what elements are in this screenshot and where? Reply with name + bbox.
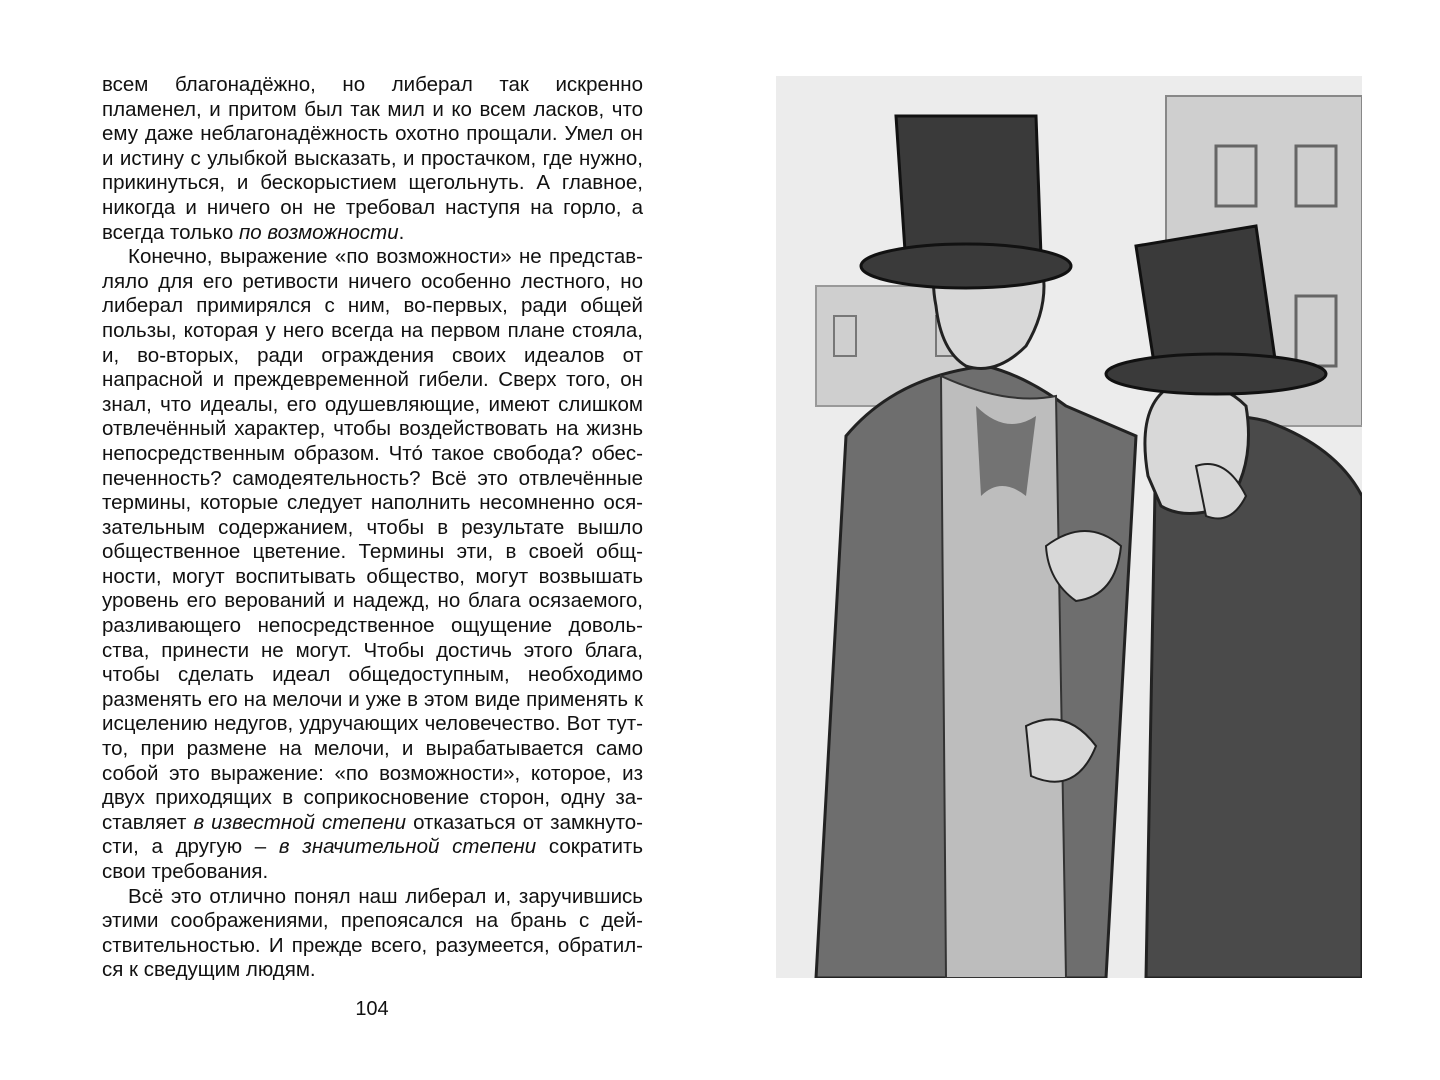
- illustration-drawing: [776, 76, 1362, 978]
- paragraph-2: [102, 245, 643, 884]
- text-run: отказаться от замкнутости, а другую –: [102, 810, 643, 859]
- paragraph-3: [102, 885, 643, 983]
- page-number: 104: [355, 998, 389, 1020]
- text-run: всем благонадёжно, но либерал так искренно пламенел, и притом был так мил и ко всем ласков, что ему даже неблагонадёжность охотно прощали. Умел он и истину с улыбкой высказать, и простачком, где нужно, прикинуться, и бескорыстием щегольнуть. А главное, никогда и ничего он не требовал наступя на горло, а всегда только: [102, 73, 643, 244]
- illustration: [776, 76, 1362, 978]
- text-run: Всё это отлично понял наш либерал и, заручившись этими соображениями, препоясался на брань с действительностью. И прежде всего, разумеется, обратился к сведущим людям.: [102, 884, 643, 982]
- text-run: .: [398, 220, 405, 244]
- italic-phrase: по возможности: [238, 220, 399, 244]
- text-run: сократить свои требования.: [102, 835, 644, 883]
- text-column: [102, 73, 643, 983]
- italic-phrase: в известной степени: [193, 810, 407, 834]
- text-run: Конечно, выражение «по возможности» не представляло для его ретивости ничего особенно лестного, но либерал примирялся с ним, во-первых, ради общей пользы, которая у него всегда на первом плане стояла, и, во-вторых, ради ограждения своих идеалов от напрасной и преждевременной гибели. Сверх того, он знал, что идеалы, его одушевляющие, имеют слишком отвлечённый характер, чтобы воздействовать на жизнь непосредственным образом. Что́ такое свобода? обеспеченность? самодеятельность? Всё это отвлечённые термины, которые следует наполнить несомненно осязательным содержанием, чтобы в результате вышло общественное цветение. Термины эти, в своей общности, могут воспитывать общество, могут возвышать уровень его верований и надежд, но блага осязаемого, разливающего непосредственное ощущение довольства, принести не могут. Чтобы достичь этого блага, чтобы сделать идеал общедоступным, необходимо разменять его на мелочи и уже в этом виде применять к исцелению недугов, удручающих человечество. Вот тут-то, при размене на мелочи, и вырабатывается само собой это выражение: «по возможности», которое, из двух приходящих в соприкосновение сторон, одну заставляет: [102, 245, 643, 834]
- paragraph-1: [102, 73, 643, 245]
- italic-phrase: в значительной степени: [278, 835, 537, 859]
